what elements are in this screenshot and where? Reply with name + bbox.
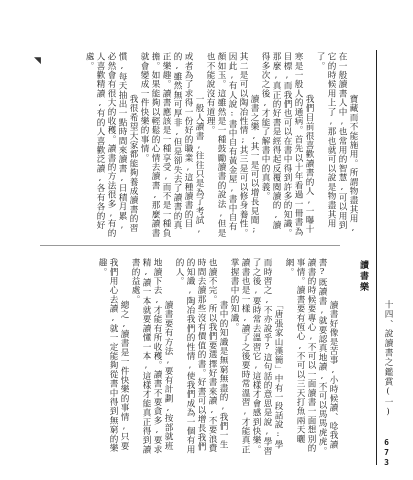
bottom-text-block <box>44 258 349 458</box>
margin-mark: ◥ <box>34 56 41 66</box>
paragraph: 讀書要有方法,要有計劃,按部就班地讀下去,才能有所收穫。讀書不要貪多,要求精,讀一本就要讀懂一本,這樣才能真正得到讀書的益處。 <box>130 258 173 454</box>
running-title: 十四、說讀書之鑑賞(一) <box>383 300 393 418</box>
paragraph: 總之,讀書是一件快樂的事情,只要我們用心去讀,就一定能夠從書中得到無窮的樂趣。 <box>97 258 129 453</box>
section-divider <box>40 245 340 246</box>
top-text-block <box>44 52 369 238</box>
paragraph: 我們目前很喜歡讀書的人,一曝十寒是一般人的通病。首先以十年看過一冊書為目標,而我們也可以在書中得到許多的知識。那麼,真正的好書是經得起反覆閱讀的,讀得多次之後,才能了解書中的真義。 <box>260 52 314 238</box>
header-rule <box>376 50 377 465</box>
page-number: 673 <box>382 438 391 468</box>
paragraph: 書中的知識是無窮無盡的,我們一生也讀不完。所以我們要選擇好書來讀,不要浪費時間去讀那些沒有價值的書。好書可以增長我們的知識,陶冶我們的性情,使我們成為一個有用的人。 <box>174 258 228 454</box>
section-title: 讀書樂 <box>358 260 368 293</box>
paragraph: 寶藏而不能施用。所謂物盡其用,在一般讀書人中,也常用的智慧,可以用到它的時候用上了,那也就可以說是物盡其用了。 <box>315 52 358 234</box>
paragraph: 讀書好像是苦事,小時候讀、唸我讀書?既讀書,就要認真地讀,不可以馬馬虎虎。讀書的時候要專心,不可以一面讀書一面想別的事情。讀書要有恆心,不可以三天打魚兩天曬網。 <box>284 258 338 456</box>
paragraph: 我很希望大家都能夠養成讀書的習慣,每天抽出一點時間來讀書,日積月累,必然會有很大的收穫。讀書的方法很多,有的人喜歡精讀,有的人喜歡泛讀,各有各的好處。 <box>84 52 138 238</box>
paragraph: 讀書之樂,其一是可以增長見聞;其二是可以陶冶性情;其三是可以修身養性。因此,有人說:書中自有黃金屋,書中自有顏如玉。這雖然是一種鼓勵讀書的說法,但是也不能說沒有道理。 <box>205 52 259 238</box>
paragraph: 一般人讀書,往往只是為了考試,或者為了求得一份好的職業,這種讀書的目的,雖然無可厚非,但是卻失去了讀書的真正樂趣。讀書應該是一種享受,而不是一種負擔。如果能夠以輕鬆的心情去讀書,那麼讀書就會變成一件快樂的事情。 <box>139 52 204 238</box>
paragraph: 「唐張家山漢簡」中有一段話說:學而時習之,不亦說乎?這句話的意思是說,學習了之後,要時常去溫習它,這樣才會感到快樂。讀書也是一樣,讀了之後要時常溫習,才能真正掌握書中的知識。 <box>229 258 283 456</box>
